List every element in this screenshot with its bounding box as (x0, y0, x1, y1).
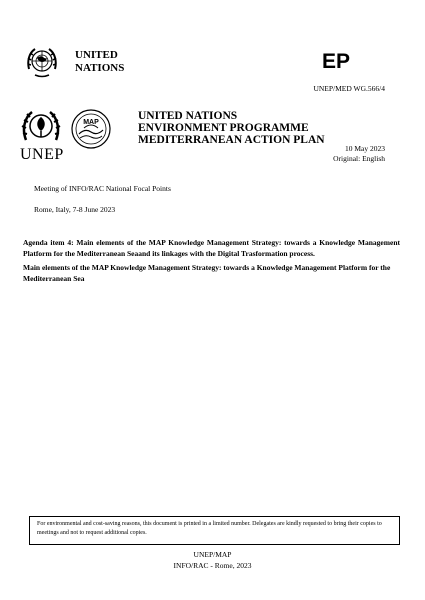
un-name-line2: NATIONS (75, 62, 125, 74)
footer-publisher: UNEP/MAP (193, 550, 232, 559)
environmental-notice: For environmental and cost-saving reasons, this document is printed in a limited number. Delegates are kindly requested to bring their copies to meetings and not to request additional copies. (29, 516, 400, 545)
ep-code: EP (322, 50, 351, 73)
un-name-line1: UNITED (75, 49, 118, 61)
document-number: UNEP/MED WG.566/4 (313, 84, 385, 93)
un-name (75, 49, 124, 75)
meeting-title: Meeting of INFO/RAC National Focal Points (34, 184, 171, 193)
unep-wordmark: UNEP (20, 146, 64, 163)
original-language: Original: English (333, 154, 385, 163)
agenda-item: Agenda item 4: Main elements of the MAP Knowledge Management Strategy: towards a Knowledge Management Platform for the Mediterranean Seaand its linkages with the Digital Trasformation process. (23, 238, 400, 258)
org-line1: UNITED NATIONS (138, 110, 238, 122)
org-line3: MEDITERRANEAN ACTION PLAN (138, 134, 325, 146)
un-emblem-icon (25, 45, 59, 79)
unep-emblem-icon (20, 108, 62, 148)
document-date: 10 May 2023 (345, 144, 385, 153)
meeting-place-date: Rome, Italy, 7-8 June 2023 (34, 205, 116, 214)
organization-block (138, 110, 325, 146)
footer-location-year: INFO/RAC - Rome, 2023 (173, 561, 252, 570)
org-line2: ENVIRONMENT PROGRAMME (138, 122, 309, 134)
document-subtitle: Main elements of the MAP Knowledge Management Strategy: towards a Knowledge Management Platform for the Mediterranean Sea (23, 263, 391, 283)
map-logo-label: MAP (83, 119, 99, 126)
date-block (333, 144, 385, 164)
map-logo-icon (70, 108, 112, 150)
